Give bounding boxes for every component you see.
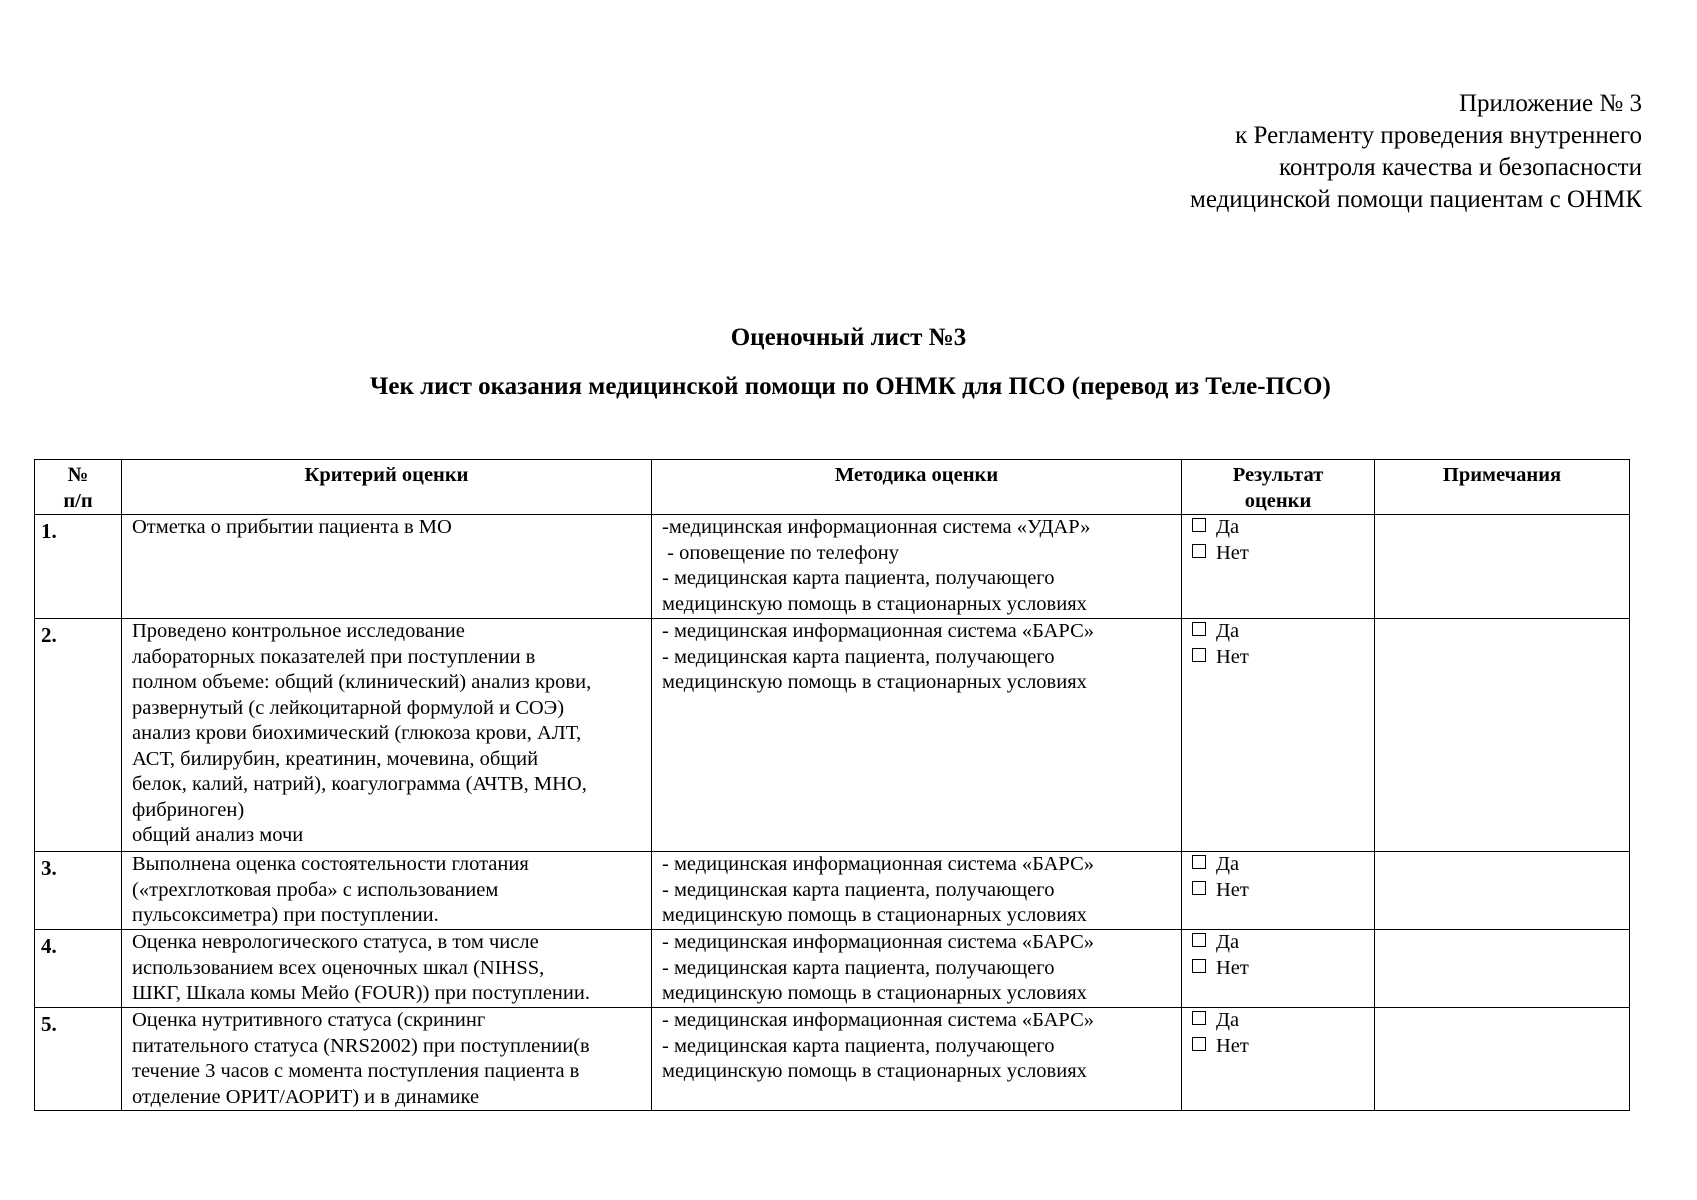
method-line: медицинскую помощь в стационарных условиях bbox=[662, 671, 1087, 693]
checkbox-label: Да bbox=[1216, 931, 1240, 953]
method-line: - медицинская карта пациента, получающего bbox=[662, 1034, 1055, 1057]
checkbox-label: Да bbox=[1216, 516, 1240, 538]
document-title: Оценочный лист №3 bbox=[730, 324, 967, 351]
notes-cell[interactable] bbox=[1375, 1008, 1630, 1111]
row-number: 4. bbox=[35, 930, 122, 1008]
method-cell bbox=[652, 515, 1182, 619]
criterion-line: питательного статуса (NRS2002) при поступлении(в bbox=[132, 1034, 590, 1057]
method-cell bbox=[652, 930, 1182, 1008]
checkbox-yes[interactable] bbox=[1192, 930, 1364, 956]
notes-cell[interactable] bbox=[1375, 930, 1630, 1008]
criterion-cell bbox=[122, 619, 652, 852]
criterion-cell bbox=[122, 515, 652, 619]
checkbox-label: Да bbox=[1216, 853, 1240, 875]
checkbox-yes[interactable] bbox=[1192, 1008, 1364, 1034]
table-row bbox=[35, 852, 1630, 930]
method-line: - медицинская информационная система «БАРС» bbox=[662, 620, 1095, 642]
row-number: 3. bbox=[35, 852, 122, 930]
table-row bbox=[35, 515, 1630, 619]
criterion-line: полном объеме: общий (клинический) анализ крови, bbox=[132, 671, 592, 693]
result-cell bbox=[1182, 619, 1375, 852]
checkbox-square-icon[interactable] bbox=[1192, 648, 1206, 662]
criterion-line: анализ крови биохимический (глюкоза крови, АЛТ, bbox=[132, 722, 582, 744]
checkbox-square-icon[interactable] bbox=[1192, 1037, 1206, 1051]
method-line: -медицинская информационная система «УДАР» bbox=[662, 516, 1091, 538]
checkbox-yes[interactable] bbox=[1192, 619, 1364, 645]
result-cell bbox=[1182, 515, 1375, 619]
result-cell bbox=[1182, 852, 1375, 930]
method-line: - медицинская карта пациента, получающего bbox=[662, 956, 1055, 979]
criterion-cell bbox=[122, 1008, 652, 1111]
checkbox-square-icon[interactable] bbox=[1192, 881, 1206, 895]
checkbox-label: Нет bbox=[1216, 645, 1249, 668]
criterion-line: белок, калий, натрий), коагулограмма (АЧТВ, МНО, bbox=[132, 773, 587, 795]
method-line: медицинскую помощь в стационарных условиях bbox=[662, 1060, 1087, 1082]
checkbox-label: Нет bbox=[1216, 1034, 1249, 1057]
appendix-line: контроля качества и безопасности bbox=[1278, 154, 1642, 181]
appendix-line: к Регламенту проведения внутреннего bbox=[1235, 122, 1642, 149]
header-result bbox=[1182, 460, 1375, 515]
document-subtitle: Чек лист оказания медицинской помощи по ОНМК для ПСО (перевод из Теле-ПСО) bbox=[370, 373, 1331, 400]
method-line: - оповещение по телефону bbox=[662, 541, 899, 564]
criterion-line: фибриноген) bbox=[132, 798, 245, 821]
checkbox-label: Да bbox=[1216, 620, 1240, 642]
checkbox-no[interactable] bbox=[1192, 1034, 1364, 1060]
criterion-line: развернутый (с лейкоцитарной формулой и СОЭ) bbox=[132, 696, 565, 719]
header-result-line: оценки bbox=[1244, 489, 1312, 512]
criterion-line: АСТ, билирубин, креатинин, мочевина, общий bbox=[132, 747, 539, 770]
method-line: - медицинская карта пациента, получающего bbox=[662, 645, 1055, 668]
appendix-line: Приложение № 3 bbox=[1458, 90, 1642, 117]
checkbox-square-icon[interactable] bbox=[1192, 933, 1206, 947]
table-row bbox=[35, 1008, 1630, 1111]
checkbox-label: Нет bbox=[1216, 878, 1249, 901]
criterion-line: Выполнена оценка состоятельности глотания bbox=[132, 853, 529, 875]
table-header-row bbox=[35, 460, 1630, 515]
checkbox-no[interactable] bbox=[1192, 956, 1364, 982]
header-criterion: Критерий оценки bbox=[122, 460, 652, 515]
criterion-line: ШКГ, Шкала комы Мейо (FOUR)) при поступлении. bbox=[132, 982, 590, 1004]
method-line: - медицинская информационная система «БАРС» bbox=[662, 931, 1095, 953]
criterion-line: Отметка о прибытии пациента в МО bbox=[132, 516, 452, 538]
notes-cell[interactable] bbox=[1375, 619, 1630, 852]
checklist-table bbox=[34, 459, 1630, 1111]
checkbox-no[interactable] bbox=[1192, 645, 1364, 671]
method-line: - медицинская информационная система «БАРС» bbox=[662, 853, 1095, 875]
checkbox-yes[interactable] bbox=[1192, 852, 1364, 878]
checkbox-label: Нет bbox=[1216, 956, 1249, 979]
appendix-line: медицинской помощи пациентам с ОНМК bbox=[1190, 186, 1642, 213]
method-cell bbox=[652, 619, 1182, 852]
criterion-cell bbox=[122, 852, 652, 930]
criterion-line: пульсоксиметра) при поступлении. bbox=[132, 904, 439, 926]
criterion-line: течение 3 часов с момента поступления пациента в bbox=[132, 1060, 580, 1082]
row-number: 5. bbox=[35, 1008, 122, 1111]
method-line: - медицинская карта пациента, получающего bbox=[662, 567, 1055, 589]
criterion-line: Проведено контрольное исследование bbox=[132, 620, 465, 642]
row-number: 1. bbox=[35, 515, 122, 619]
notes-cell[interactable] bbox=[1375, 515, 1630, 619]
method-line: - медицинская информационная система «БАРС» bbox=[662, 1009, 1095, 1031]
checkbox-square-icon[interactable] bbox=[1192, 959, 1206, 973]
method-line: медицинскую помощь в стационарных условиях bbox=[662, 982, 1087, 1004]
table-row bbox=[35, 619, 1630, 852]
result-cell bbox=[1182, 930, 1375, 1008]
method-line: медицинскую помощь в стационарных условиях bbox=[662, 904, 1087, 926]
criterion-line: использованием всех оценочных шкал (NIHSS, bbox=[132, 956, 545, 979]
header-method: Методика оценки bbox=[652, 460, 1182, 515]
criterion-line: Оценка неврологического статуса, в том числе bbox=[132, 931, 539, 953]
result-cell bbox=[1182, 1008, 1375, 1111]
method-cell bbox=[652, 852, 1182, 930]
criterion-line: отделение ОРИТ/АОРИТ) и в динамике bbox=[132, 1085, 480, 1108]
header-num bbox=[35, 460, 122, 515]
criterion-line: Оценка нутритивного статуса (скрининг bbox=[132, 1009, 486, 1031]
criterion-line: общий анализ мочи bbox=[132, 824, 304, 846]
criterion-line: лабораторных показателей при поступлении в bbox=[132, 645, 536, 668]
table-row bbox=[35, 930, 1630, 1008]
checkbox-label: Нет bbox=[1216, 541, 1249, 564]
table-body bbox=[35, 515, 1630, 1111]
checkbox-no[interactable] bbox=[1192, 878, 1364, 904]
checkbox-label: Да bbox=[1216, 1009, 1240, 1031]
criterion-cell bbox=[122, 930, 652, 1008]
checkbox-square-icon[interactable] bbox=[1192, 518, 1206, 532]
checkbox-square-icon[interactable] bbox=[1192, 622, 1206, 636]
header-notes: Примечания bbox=[1375, 460, 1630, 515]
checkbox-square-icon[interactable] bbox=[1192, 544, 1206, 558]
criterion-line: («трехглотковая проба» с использованием bbox=[132, 878, 499, 901]
row-number: 2. bbox=[35, 619, 122, 852]
checkbox-square-icon[interactable] bbox=[1192, 1011, 1206, 1025]
header-num-line: п/п bbox=[63, 489, 93, 512]
checkbox-yes[interactable] bbox=[1192, 515, 1364, 541]
header-num-line: № bbox=[67, 464, 89, 486]
method-cell bbox=[652, 1008, 1182, 1111]
appendix-header bbox=[1190, 88, 1642, 216]
checkbox-no[interactable] bbox=[1192, 541, 1364, 567]
method-line: медицинскую помощь в стационарных условиях bbox=[662, 592, 1087, 615]
checkbox-square-icon[interactable] bbox=[1192, 855, 1206, 869]
notes-cell[interactable] bbox=[1375, 852, 1630, 930]
method-line: - медицинская карта пациента, получающего bbox=[662, 878, 1055, 901]
header-result-line: Результат bbox=[1232, 464, 1324, 486]
